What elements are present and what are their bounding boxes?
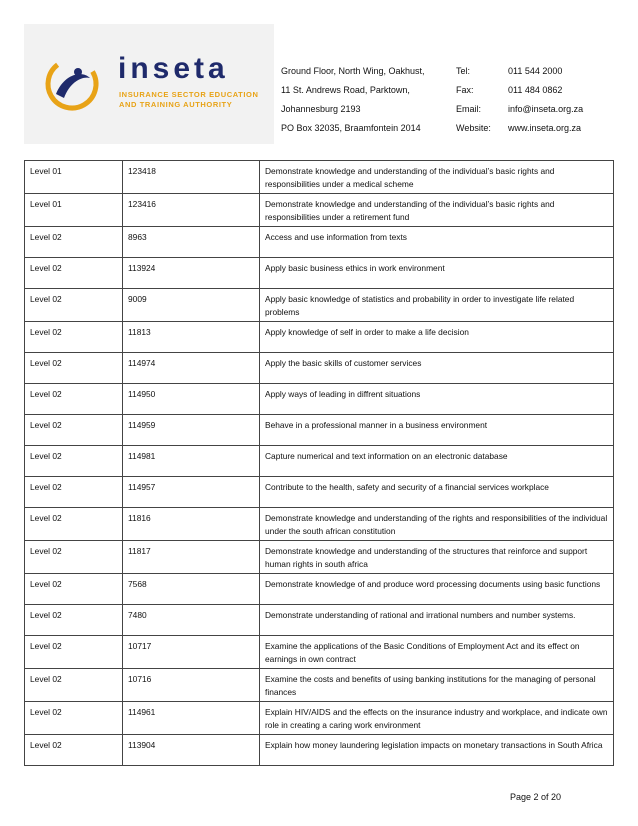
unit-title-cell: Apply basic business ethics in work environment: [260, 258, 614, 289]
fax-value: 011 484 0862: [508, 85, 563, 95]
level-cell: Level 01: [25, 194, 123, 227]
logo-tagline-1: INSURANCE SECTOR EDUCATION: [119, 90, 259, 99]
unit-id-cell: 114974: [123, 353, 260, 384]
level-cell: Level 02: [25, 289, 123, 322]
level-cell: Level 02: [25, 574, 123, 605]
unit-standards-table: [24, 160, 614, 766]
unit-id-cell: 10716: [123, 669, 260, 702]
unit-title-cell: Access and use information from texts: [260, 227, 614, 258]
table-row: [25, 289, 614, 322]
table-row: [25, 477, 614, 508]
website-link[interactable]: www.inseta.org.za: [508, 123, 582, 133]
unit-id-cell: 10717: [123, 636, 260, 669]
email-link[interactable]: info@inseta.org.za: [508, 104, 584, 114]
table-row: [25, 574, 614, 605]
unit-title-cell: Examine the applications of the Basic Conditions of Employment Act and its effect on earnings in own contract: [260, 636, 614, 669]
unit-id-cell: 114981: [123, 446, 260, 477]
table-row: [25, 735, 614, 766]
unit-id-cell: 11813: [123, 322, 260, 353]
table-row: [25, 353, 614, 384]
address-line-1: Ground Floor, North Wing, Oakhust,: [281, 66, 425, 76]
unit-title-cell: Demonstrate knowledge and understanding of the individual’s basic rights and responsibilities under a medical scheme: [260, 161, 614, 194]
unit-title-cell: Examine the costs and benefits of using banking institutions for the managing of personal finances: [260, 669, 614, 702]
unit-id-cell: 11816: [123, 508, 260, 541]
table-row: [25, 702, 614, 735]
email-label: Email:: [456, 104, 482, 114]
unit-id-cell: 11817: [123, 541, 260, 574]
unit-title-cell: Apply ways of leading in diffrent situations: [260, 384, 614, 415]
unit-id-cell: 8963: [123, 227, 260, 258]
level-cell: Level 02: [25, 605, 123, 636]
level-cell: Level 02: [25, 384, 123, 415]
website-label: Website:: [456, 123, 491, 133]
fax-label: Fax:: [456, 85, 474, 95]
tel-label: Tel:: [456, 66, 471, 76]
table-row: [25, 322, 614, 353]
table-row: [25, 161, 614, 194]
unit-title-cell: Demonstrate knowledge and understanding of the structures that reinforce and support human rights in south africa: [260, 541, 614, 574]
table-row: [25, 258, 614, 289]
table-row: [25, 508, 614, 541]
inseta-emblem-icon: [42, 54, 102, 114]
unit-id-cell: 114961: [123, 702, 260, 735]
unit-id-cell: 113924: [123, 258, 260, 289]
unit-title-cell: Capture numerical and text information on an electronic database: [260, 446, 614, 477]
unit-id-cell: 123416: [123, 194, 260, 227]
unit-id-cell: 7568: [123, 574, 260, 605]
table-row: [25, 636, 614, 669]
unit-title-cell: Apply knowledge of self in order to make a life decision: [260, 322, 614, 353]
table-row: [25, 384, 614, 415]
unit-title-cell: Demonstrate knowledge and understanding of the individual’s basic rights and responsibilities under a retirement fund: [260, 194, 614, 227]
table-row: [25, 541, 614, 574]
table-row: [25, 605, 614, 636]
table-row: [25, 194, 614, 227]
unit-id-cell: 123418: [123, 161, 260, 194]
unit-title-cell: Apply the basic skills of customer services: [260, 353, 614, 384]
level-cell: Level 02: [25, 258, 123, 289]
level-cell: Level 02: [25, 669, 123, 702]
unit-id-cell: 114950: [123, 384, 260, 415]
unit-title-cell: Demonstrate knowledge of and produce word processing documents using basic functions: [260, 574, 614, 605]
level-cell: Level 02: [25, 415, 123, 446]
level-cell: Level 02: [25, 353, 123, 384]
letterhead: [24, 24, 614, 144]
table-row: [25, 415, 614, 446]
page-number: Page 2 of 20: [509, 792, 561, 802]
logo-tagline-2: AND TRAINING AUTHORITY: [119, 100, 233, 109]
level-cell: Level 02: [25, 702, 123, 735]
table-row: [25, 446, 614, 477]
unit-title-cell: Apply basic knowledge of statistics and probability in order to investigate life related problems: [260, 289, 614, 322]
unit-id-cell: 114957: [123, 477, 260, 508]
table-row: [25, 227, 614, 258]
tel-value: 011 544 2000: [508, 66, 563, 76]
level-cell: Level 02: [25, 322, 123, 353]
unit-id-cell: 7480: [123, 605, 260, 636]
logo-wordmark: inseta: [118, 52, 229, 85]
table-row: [25, 669, 614, 702]
unit-title-cell: Demonstrate understanding of rational and irrational numbers and number systems.: [260, 605, 614, 636]
unit-id-cell: 114959: [123, 415, 260, 446]
unit-id-cell: 9009: [123, 289, 260, 322]
unit-title-cell: Explain HIV/AIDS and the effects on the insurance industry and workplace, and indicate own role in creating a caring work environment: [260, 702, 614, 735]
address-line-2: 11 St. Andrews Road, Parktown,: [281, 85, 410, 95]
level-cell: Level 02: [25, 541, 123, 574]
level-cell: Level 02: [25, 446, 123, 477]
unit-title-cell: Contribute to the health, safety and security of a financial services workplace: [260, 477, 614, 508]
unit-id-cell: 113904: [123, 735, 260, 766]
unit-title-cell: Explain how money laundering legislation impacts on monetary transactions in South Africa: [260, 735, 614, 766]
level-cell: Level 01: [25, 161, 123, 194]
level-cell: Level 02: [25, 636, 123, 669]
level-cell: Level 02: [25, 508, 123, 541]
logo: [24, 24, 274, 144]
address-line-4: PO Box 32035, Braamfontein 2014: [281, 123, 421, 133]
level-cell: Level 02: [25, 477, 123, 508]
unit-title-cell: Demonstrate knowledge and understanding of the rights and responsibilities of the individual under the south african constitution: [260, 508, 614, 541]
address-line-3: Johannesburg 2193: [281, 104, 361, 114]
level-cell: Level 02: [25, 227, 123, 258]
unit-title-cell: Behave in a professional manner in a business environment: [260, 415, 614, 446]
level-cell: Level 02: [25, 735, 123, 766]
